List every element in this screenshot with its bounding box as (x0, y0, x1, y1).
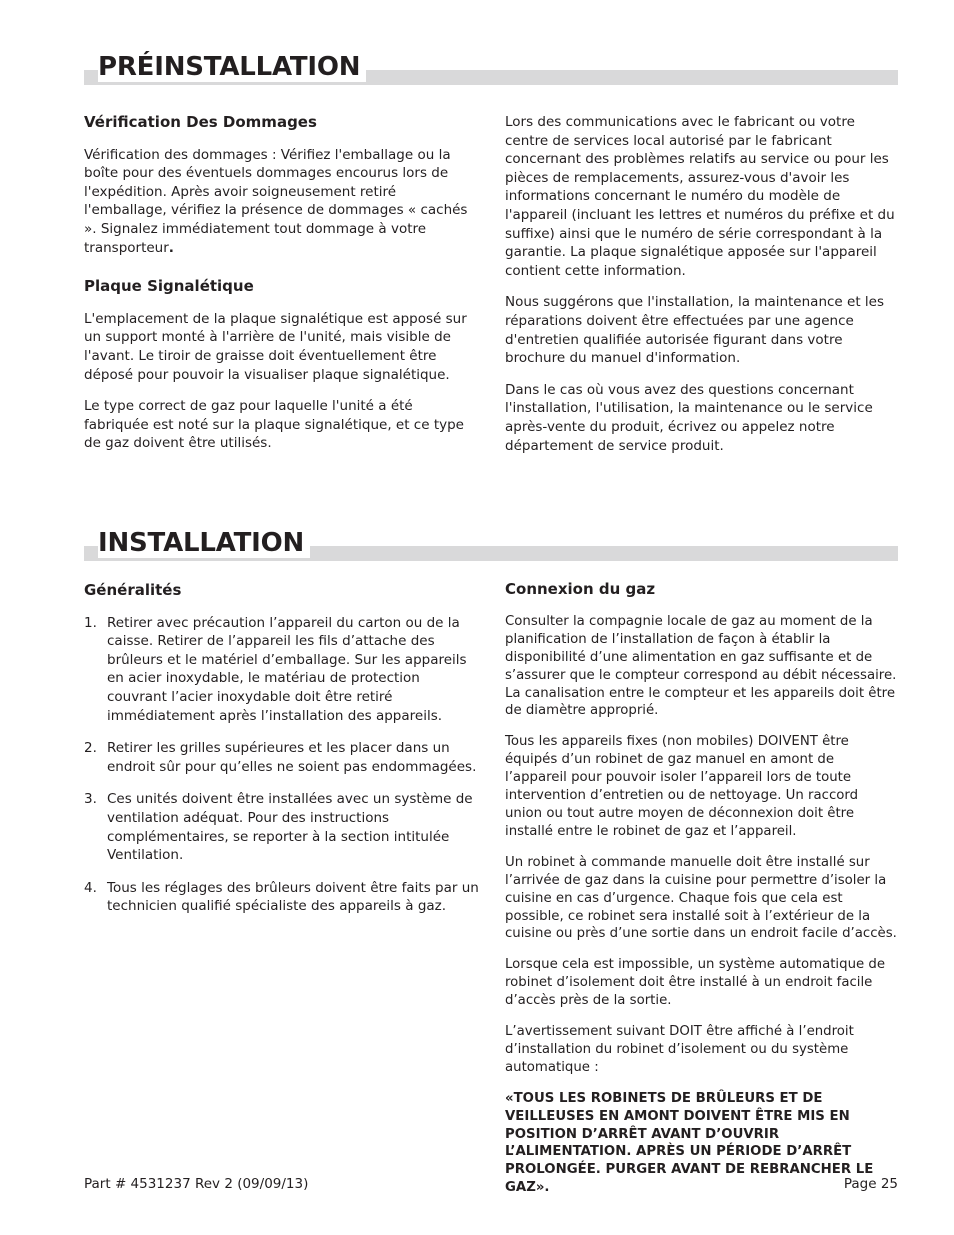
step-text: Tous les réglages des brûleurs doivent être faits par un technicien qualifié spécialiste des appareils à gaz. (107, 879, 479, 915)
preinstallation-right-column (505, 113, 899, 468)
gas-paragraph-1: Consulter la compagnie locale de gaz au moment de la planification de l’installation de façon à établir la disponibilité d’une alimentation en gaz suffisante et de s’assurer que le compteur correspond au débit nécessaire. La canalisation entre le compteur et les appareils doit être de diamètre approprié. (505, 613, 897, 719)
preinstallation-title: PRÉINSTALLATION (98, 52, 366, 82)
gas-warning: «TOUS LES ROBINETS DE BRÛLEURS ET DE VEILLEUSES EN AMONT DOIVENT ÊTRE MIS EN POSITION D’ARRÊT AVANT D’OUVRIR L’ALIMENTATION. APRÈS UN PÉRIODE D’ARRÊT PROLONGÉE. PURGER AVANT DE REBRANCHER LE GAZ». (505, 1090, 874, 1196)
step-text: Ces unités doivent être installées avec un système de ventilation adéquat. Pour des instructions complémentaires, se reporter à la section intitulée Ventilation. (107, 791, 473, 864)
gas-paragraph-5: L’avertissement suivant DOIT être affiché à l’endroit d’installation du robinet d’isolement ou du système automatique : (505, 1024, 854, 1075)
damage-text-end: . (168, 239, 174, 256)
step-text: Retirer les grilles supérieures et les placer dans un endroit sûr pour qu’elles ne soient pas endommagées. (107, 740, 477, 775)
step-number: 3. (84, 791, 97, 808)
step-number: 2. (84, 740, 97, 757)
installation-right-column (505, 581, 899, 1210)
gas-paragraph-4: Lorsque cela est impossible, un système automatique de robinet d’isolement doit être installé à un endroit facile d’accès près de la sortie. (505, 957, 886, 1009)
step-number: 4. (84, 879, 97, 896)
service-paragraph-3: Dans le cas où vous avez des questions concernant l'installation, l'utilisation, la maintenance ou le service après-vente du produit, écrivez ou appelez notre département de service produit. (505, 381, 873, 454)
plate-heading: Plaque Signalétique (84, 277, 254, 296)
gas-paragraph-3: Un robinet à commande manuelle doit être installé sur l’arrivée de gaz dans la cuisine pour permettre d’isoler la cuisine en cas d’urgence. Chaque fois que cela est possible, ce robinet sera installé soit à l’extérieur de la cuisine ou près d’une sortie dans un endroit facile d’accès. (505, 854, 897, 942)
footer-part-number: Part # 4531237 Rev 2 (09/09/13) (84, 1176, 309, 1192)
service-paragraph-2: Nous suggérons que l'installation, la maintenance et les réparations doivent être effectuées par une agence d'entretien qualifiée autorisée figurant dans votre brochure du manuel d'information. (505, 294, 885, 367)
installation-title: INSTALLATION (98, 528, 310, 558)
step-text: Retirer avec précaution l’appareil du carton ou de la caisse. Retirer de l’appareil les fils d’attache des brûleurs et le matériel d’emballage. Sur les appareils en acier inoxydable, le matériau de protection couvrant l’acier inoxydable doit être retiré immédiatement après l’installation des appareils. (107, 614, 467, 724)
general-heading: Généralités (84, 581, 182, 599)
service-paragraph-1: Lors des communications avec le fabricant ou votre centre de services local autorisé par le fabricant concernant des problèmes relatifs au service ou pour les pièces de remplacements, assurez-vous d'avoir les informations concernant le numéro du modèle de l'appareil (incluant les lettres et numéros du préfixe et du suffixe) ainsi que le numéro de série correspondant à la garantie. La plaque signalétique apposée sur l'appareil contient cette information. (505, 114, 895, 279)
general-steps-list (84, 614, 480, 916)
footer-page-number: Page 25 (843, 1176, 898, 1192)
list-item (84, 790, 480, 864)
gas-heading: Connexion du gaz (505, 580, 656, 598)
preinstallation-left-column (84, 113, 480, 466)
list-item (84, 879, 480, 916)
step-number: 1. (84, 614, 97, 631)
plate-paragraph-1: L'emplacement de la plaque signalétique est apposé sur un support monté à l'arrière de l'unité, mais visible de l'avant. Le tiroir de graisse doit éventuellement être déposé pour pouvoir la visualiser plaque signalétique. (84, 310, 467, 383)
list-item (84, 739, 480, 776)
damage-text: Vérification des dommages : Vérifiez l'emballage ou la boîte pour des éventuels dommages encourus lors de l'expédition. Après avoir soigneusement retiré l'emballage, vérifiez la présence de dommages « cachés ». Signalez immédiatement tout dommage à votre transporteur (84, 146, 468, 256)
gas-paragraph-2: Tous les appareils fixes (non mobiles) DOIVENT être équipés d’un robinet de gaz manuel en amont de l’appareil pour pouvoir isoler l’appareil lors de toute intervention d’entretien ou de nettoyage. Un raccord union ou tout autre moyen de déconnexion doit être installé entre le robinet de gaz et l’appareil. (505, 734, 859, 839)
list-item (84, 614, 480, 726)
damage-heading: Vérification Des Dommages (84, 113, 317, 131)
installation-left-column (84, 581, 480, 930)
plate-paragraph-2: Le type correct de gaz pour laquelle l'unité a été fabriquée est noté sur la plaque signalétique, et ce type de gaz doivent être utilisés. (84, 398, 464, 452)
damage-paragraph (84, 146, 480, 258)
